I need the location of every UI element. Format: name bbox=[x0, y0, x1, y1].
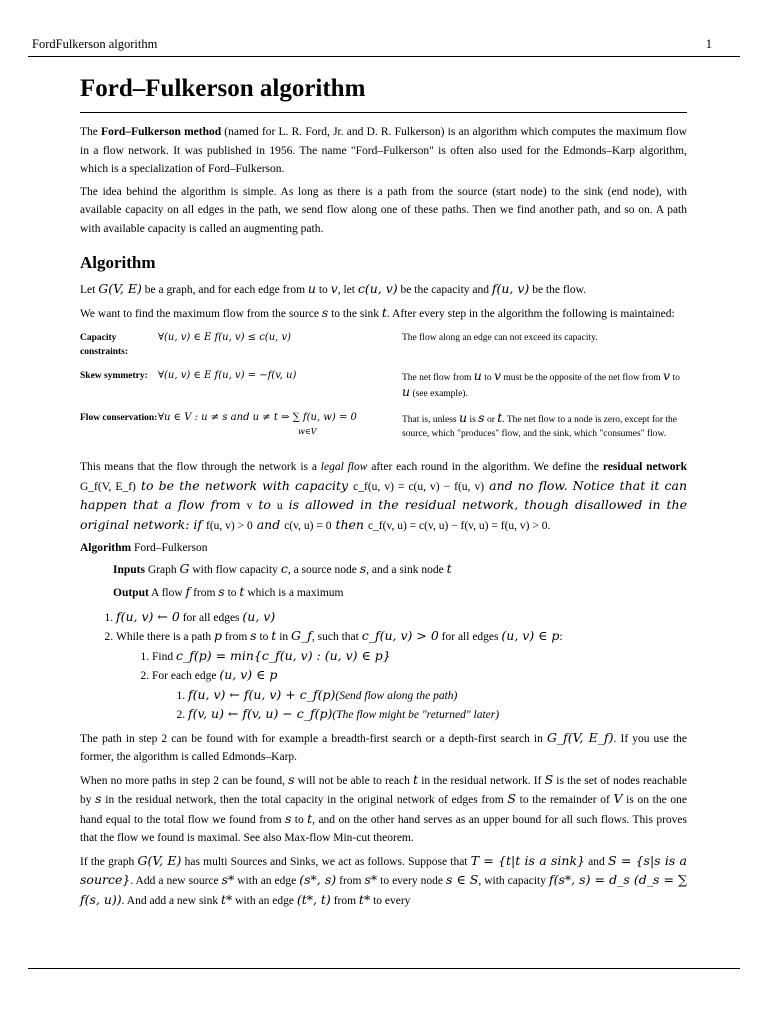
math-expression: f(u, v) ← 0 bbox=[116, 608, 180, 624]
math-expression: c_f(u, v) > 0 bbox=[361, 628, 439, 643]
running-header bbox=[32, 37, 712, 52]
text-run: to bbox=[291, 813, 308, 826]
text-run: The net flow from bbox=[402, 373, 474, 383]
text-run: We want to find the maximum flow from the source bbox=[80, 307, 322, 320]
footer-rule bbox=[28, 968, 740, 969]
text-run: from bbox=[330, 894, 359, 907]
text-run: c(v, u) = 0 bbox=[284, 519, 332, 532]
intro-paragraph-1 bbox=[80, 123, 687, 179]
math-expression: s bbox=[284, 810, 292, 826]
text-run: must be the opposite of the net flow from bbox=[501, 373, 664, 383]
intro-paragraph-2: The idea behind the algorithm is simple. As long as there is a path from the source (start node) to the sink (end node), with available capacity on all edges in the path, we send flow along one of these paths. Then we find another path, and so on. A path with available capacity is called an augmenting path. bbox=[80, 185, 687, 235]
math-expression: G_f(V, E_f) bbox=[546, 729, 614, 745]
math-expression: G(V, E) bbox=[98, 281, 142, 296]
text-run: , a source node bbox=[287, 563, 360, 576]
math-expression: v bbox=[330, 281, 338, 296]
math-expression: c_f(p) = min{c_f(u, v) : (u, v) ∈ p} bbox=[175, 647, 391, 663]
math-expression: V bbox=[613, 791, 623, 806]
math-expression: s bbox=[218, 583, 225, 599]
algorithm-name: Ford–Fulkerson bbox=[131, 542, 208, 554]
math-expression: f(u, v) bbox=[491, 281, 530, 296]
text-run: be the flow. bbox=[529, 284, 587, 296]
text-run: c_f(v, u) = c(v, u) − f(v, u) = f(u, v) > 0 bbox=[367, 519, 548, 532]
math-expression: s bbox=[95, 791, 102, 806]
text-run: to bbox=[481, 373, 494, 383]
page-title: Ford–Fulkerson algorithm bbox=[80, 72, 687, 113]
text-run: v bbox=[246, 500, 253, 512]
math-expression: u bbox=[459, 410, 468, 425]
math-expression: (u, v) ∈ p bbox=[219, 667, 278, 682]
text-run: Graph bbox=[144, 563, 180, 576]
math-expression: then bbox=[331, 516, 368, 532]
algorithm-steps bbox=[80, 608, 687, 725]
step-2-2-text bbox=[152, 667, 278, 682]
constraint-name: Skew symmetry: bbox=[80, 371, 148, 381]
math-expression: f bbox=[185, 583, 191, 599]
math-expression: s* bbox=[364, 872, 378, 887]
text-run: This means that the flow through the network is a bbox=[80, 461, 321, 473]
math-expression: c bbox=[280, 560, 288, 576]
let-paragraph bbox=[80, 280, 687, 300]
math-expression: f(u, v) ← f(u, v) + c_f(p) bbox=[188, 686, 336, 702]
math-expression: (t*, t) bbox=[296, 891, 331, 907]
text-run: from bbox=[222, 631, 251, 643]
output-text bbox=[148, 583, 344, 599]
text-run: If the graph bbox=[80, 855, 138, 868]
text-run: : bbox=[559, 631, 563, 643]
step-2-2-1 bbox=[188, 686, 687, 706]
math-expression: s ∈ S bbox=[445, 872, 479, 887]
constraint-formula: ∀(u, v) ∈ E f(u, v) = −f(v, u) bbox=[158, 370, 297, 381]
constraint-description: The flow along an edge can not exceed its capacity. bbox=[402, 333, 598, 343]
math-expression: (u, v) bbox=[242, 608, 276, 624]
math-expression: s bbox=[321, 304, 329, 320]
text-run: with an edge bbox=[234, 875, 300, 887]
running-title: FordFulkerson algorithm bbox=[32, 37, 158, 51]
math-expression: s bbox=[359, 560, 367, 576]
math-expression: G(V, E) bbox=[137, 852, 182, 868]
math-expression: G_f bbox=[291, 628, 312, 643]
text-run: A flow bbox=[148, 586, 186, 599]
text-run: , with capacity bbox=[478, 875, 549, 887]
text-run: That is, unless bbox=[402, 415, 459, 425]
math-expression: t bbox=[381, 304, 387, 320]
step-2-2-substeps bbox=[152, 686, 687, 725]
math-expression: s bbox=[250, 628, 257, 643]
algorithm-label-line bbox=[80, 539, 687, 558]
article-body bbox=[80, 72, 687, 914]
math-expression: and no flow. Notice that it can happen that a flow from bbox=[80, 477, 687, 512]
inputs-label: Inputs bbox=[113, 563, 145, 576]
text-run: from bbox=[190, 586, 219, 599]
text-run: . bbox=[547, 519, 551, 532]
text-run: has multi Sources and Sinks, we act as follows. Suppose that bbox=[181, 855, 471, 868]
math-expression: G bbox=[179, 560, 190, 576]
inputs-text bbox=[144, 560, 452, 576]
text-run: in the residual network, then the total capacity in the original network of edges from bbox=[101, 794, 508, 806]
step-1 bbox=[116, 608, 687, 628]
constraint-row-skew bbox=[80, 365, 687, 407]
math-expression: t bbox=[497, 410, 503, 425]
text-run: . Add a new source bbox=[130, 875, 222, 887]
text-run: is on the one hand equal to the total flow we found from bbox=[80, 794, 688, 826]
step-2-2-2 bbox=[188, 705, 687, 725]
math-expression: t bbox=[413, 771, 419, 787]
step-2-substeps bbox=[116, 647, 687, 725]
want-paragraph bbox=[80, 304, 687, 324]
math-expression: v bbox=[493, 368, 502, 383]
text-run: is the set of nodes reachable by bbox=[80, 774, 687, 806]
math-expression: to bbox=[252, 497, 277, 512]
intro-text: (named for L. R. Ford, Jr. and D. R. Fulkerson) is an algorithm which computes the maximum flow in a flow network. It was published in 1956. The name "Ford–Fulkerson" is often also used for the Edmonds–Karp algorithm, which is a specialization of Ford–Fulkerson. bbox=[80, 126, 687, 175]
constraint-description bbox=[402, 365, 687, 407]
text-run: to the remainder of bbox=[515, 794, 614, 806]
constraint-formula-subscript: w∈V bbox=[298, 427, 317, 436]
text-run: will not be able to reach bbox=[294, 774, 414, 787]
step-2-2 bbox=[152, 666, 687, 725]
math-expression: t bbox=[239, 583, 245, 599]
text-run: (see example). bbox=[410, 389, 468, 399]
text-run: be the capacity and bbox=[397, 284, 492, 296]
math-expression: u bbox=[402, 384, 411, 399]
constraint-name: Flow conservation: bbox=[80, 413, 158, 423]
math-expression: t bbox=[446, 560, 452, 576]
math-expression: s bbox=[288, 771, 295, 787]
text-run: Let bbox=[80, 284, 99, 296]
constraint-row-conservation bbox=[80, 407, 687, 447]
text-run: . If you use the former, the algorithm is called Edmonds–Karp. bbox=[80, 732, 687, 763]
math-expression: t* bbox=[221, 891, 233, 907]
intro-term: Ford–Fulkerson method bbox=[101, 126, 222, 138]
text-run: . The net flow to a node is zero, except for the source, which "produces" flow, and the sink, which "consumes" flow. bbox=[402, 415, 678, 439]
text-run: to every node bbox=[377, 875, 446, 887]
math-expression: t bbox=[271, 628, 277, 643]
intro-text: The bbox=[80, 126, 102, 138]
math-expression: S bbox=[507, 791, 516, 806]
emphasis-term: (The flow might be "returned" later) bbox=[332, 709, 500, 721]
constraints-table bbox=[80, 327, 687, 447]
text-run: to bbox=[315, 284, 331, 296]
text-run: to every bbox=[370, 894, 411, 907]
text-run: The path in step 2 can be found with for example a breadth-first search or a depth-first search in bbox=[80, 732, 547, 745]
step-2-1 bbox=[152, 647, 687, 667]
text-run: after each round in the algorithm. We define the bbox=[367, 461, 603, 473]
text-run: with an edge bbox=[232, 894, 297, 907]
text-run: For each edge bbox=[152, 670, 220, 682]
constraint-name: Capacity constraints: bbox=[80, 333, 129, 357]
math-expression: t* bbox=[358, 891, 371, 907]
emphasis-term: (Send flow along the path) bbox=[335, 689, 458, 702]
bold-term: residual network bbox=[602, 461, 687, 473]
emphasis-term: legal flow bbox=[320, 461, 368, 473]
math-expression: S = {s|s is a source} bbox=[80, 852, 687, 887]
text-run: for all edges bbox=[438, 631, 502, 643]
math-expression: v bbox=[663, 368, 671, 383]
multi-source-paragraph bbox=[80, 852, 687, 911]
inputs-line bbox=[113, 558, 687, 581]
text-run: to bbox=[256, 631, 272, 643]
text-run: , and on the other hand serves as an upper bound for all such flows. This proves that the flow we found is maximal. See also Max-flow Min-cut theorem. bbox=[80, 813, 687, 844]
output-label: Output bbox=[113, 586, 149, 599]
text-run: , let bbox=[337, 284, 358, 296]
math-expression: T = {t|t is a sink} bbox=[470, 852, 585, 868]
text-run: in the residual network. If bbox=[418, 774, 545, 787]
text-run: is bbox=[467, 415, 479, 425]
math-expression: s bbox=[478, 410, 485, 425]
text-run: to bbox=[670, 373, 680, 383]
text-run: f(u, v) > 0 bbox=[206, 519, 253, 532]
text-run: and bbox=[584, 855, 608, 868]
math-expression: p bbox=[214, 628, 223, 643]
math-expression: u bbox=[473, 368, 482, 383]
header-rule bbox=[28, 56, 740, 57]
math-expression: is allowed in the residual network, though disallowed in the original network: if bbox=[80, 497, 687, 532]
text-run: Find bbox=[152, 650, 176, 663]
algorithm-label: Algorithm bbox=[80, 542, 132, 554]
math-expression: to be the network with capacity bbox=[135, 477, 354, 493]
text-run: to bbox=[224, 586, 240, 599]
constraint-formula: ∀u ∈ V : u ≠ s and u ≠ t ⇒ ∑ f(u, w) = 0 bbox=[158, 412, 357, 423]
text-run: which is a maximum bbox=[244, 586, 344, 599]
text-run: . After every step in the algorithm the following is maintained: bbox=[386, 307, 675, 320]
text-run: for all edges bbox=[179, 611, 243, 624]
math-expression: and bbox=[252, 516, 285, 532]
text-run: be a graph, and for each edge from bbox=[141, 284, 308, 296]
step-2-text bbox=[116, 628, 563, 643]
text-run: in bbox=[276, 631, 292, 643]
text-run: from bbox=[336, 875, 365, 887]
math-expression: (u, v) ∈ p bbox=[501, 628, 560, 643]
text-run: While there is a path bbox=[116, 631, 215, 643]
text-run: u bbox=[276, 500, 283, 512]
text-run: . And add a new sink bbox=[121, 894, 222, 907]
text-run: with flow capacity bbox=[189, 563, 281, 576]
constraint-row-capacity bbox=[80, 327, 687, 365]
text-run: or bbox=[484, 415, 498, 425]
page-number: 1 bbox=[705, 37, 712, 51]
path-search-paragraph bbox=[80, 729, 687, 767]
constraint-description bbox=[402, 407, 687, 447]
maximality-paragraph bbox=[80, 771, 687, 848]
residual-network-paragraph bbox=[80, 457, 687, 535]
text-run: G_f(V, E_f) bbox=[80, 480, 136, 493]
math-expression: S bbox=[544, 771, 554, 787]
math-expression: u bbox=[307, 281, 316, 296]
text-run: c_f(u, v) = c(u, v) − f(u, v) bbox=[353, 480, 485, 493]
constraint-formula: ∀(u, v) ∈ E f(u, v) ≤ c(u, v) bbox=[158, 332, 292, 343]
text-run: to the sink bbox=[328, 307, 382, 320]
math-expression: f(s*, s) = d_s (d_s = ∑ f(s, u)) bbox=[80, 872, 687, 907]
math-expression: s* bbox=[221, 872, 235, 887]
math-expression: t bbox=[307, 810, 313, 826]
step-2 bbox=[116, 627, 687, 725]
text-run: , such that bbox=[311, 631, 362, 643]
section-heading-algorithm: Algorithm bbox=[80, 253, 156, 272]
math-expression: (s*, s) bbox=[299, 872, 337, 887]
math-expression: c(u, v) bbox=[357, 281, 398, 296]
math-expression: f(v, u) ← f(v, u) − c_f(p) bbox=[188, 706, 333, 721]
text-run: When no more paths in step 2 can be found, bbox=[80, 774, 289, 787]
output-line bbox=[113, 581, 687, 604]
text-run: , and a sink node bbox=[366, 563, 447, 576]
